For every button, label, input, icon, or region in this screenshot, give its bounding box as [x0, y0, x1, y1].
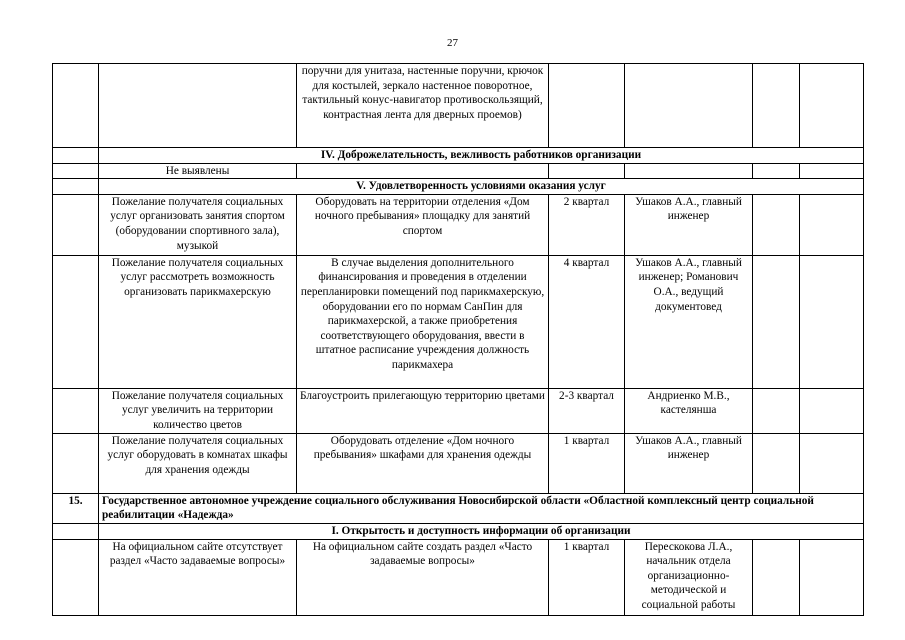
- date-cell: [800, 163, 864, 179]
- result-cell: [753, 255, 800, 388]
- result-cell: [753, 194, 800, 255]
- responsible-cell: Ушаков А.А., главный инженер: [625, 433, 753, 493]
- section-header-row: [53, 148, 864, 164]
- measure-cell: В случае выделения дополнительного финансирования и проведения в отделении перепланировки помещений под парикмахерскую, оборудовании его по нормам СанПин для парикмахерской, а также приобретения соответствующего оборудования, ввести в штатное расписание учреждения должность парикмахера: [297, 255, 549, 388]
- responsible-cell: Ушаков А.А., главный инженер; Романович О.А., ведущий документовед: [625, 255, 753, 388]
- number-cell: [53, 194, 99, 255]
- finding-cell: Пожелание получателя социальных услуг рассмотреть возможность организовать парикмахерскую: [99, 255, 297, 388]
- measure-cell: Оборудовать отделение «Дом ночного пребывания» шкафами для хранения одежды: [297, 433, 549, 493]
- responsible-cell: Перескокова Л.А., начальник отдела организационно-методической и социальной работы: [625, 539, 753, 615]
- finding-cell: Не выявлены: [99, 163, 297, 179]
- date-cell: [800, 388, 864, 433]
- section-title: V. Удовлетворенность условиями оказания услуг: [99, 179, 864, 195]
- deadline-cell: 2 квартал: [549, 194, 625, 255]
- number-cell: [53, 523, 99, 539]
- deadline-cell: 2-3 квартал: [549, 388, 625, 433]
- section-title: I. Открытость и доступность информации об организации: [99, 523, 864, 539]
- finding-cell: Пожелание получателя социальных услуг оборудовать в комнатах шкафы для хранения одежды: [99, 433, 297, 493]
- table-row: [53, 433, 864, 493]
- result-cell: [753, 388, 800, 433]
- date-cell: [800, 255, 864, 388]
- number-cell: [53, 388, 99, 433]
- finding-cell: [99, 64, 297, 148]
- date-cell: [800, 433, 864, 493]
- finding-cell: Пожелание получателя социальных услуг увеличить на территории количество цветов: [99, 388, 297, 433]
- date-cell: [800, 64, 864, 148]
- table-row: [53, 64, 864, 148]
- result-cell: [753, 64, 800, 148]
- table-row: [53, 255, 864, 388]
- table-row: [53, 194, 864, 255]
- section-header-row: [53, 179, 864, 195]
- finding-cell: На официальном сайте отсутствует раздел «Часто задаваемые вопросы»: [99, 539, 297, 615]
- number-cell: [53, 179, 99, 195]
- date-cell: [800, 539, 864, 615]
- date-cell: [800, 194, 864, 255]
- number-cell: [53, 255, 99, 388]
- measure-cell: Оборудовать на территории отделения «Дом ночного пребывания» площадку для занятий спортом: [297, 194, 549, 255]
- result-cell: [753, 539, 800, 615]
- number-cell: [53, 433, 99, 493]
- responsible-cell: [625, 64, 753, 148]
- measure-cell: поручни для унитаза, настенные поручни, крючок для костылей, зеркало настенное поворотное, тактильный конус-навигатор противоскользящий, контрастная лента для дверных проемов): [297, 64, 549, 148]
- organization-number: 15.: [53, 493, 99, 523]
- responsible-cell: Ушаков А.А., главный инженер: [625, 194, 753, 255]
- finding-cell: Пожелание получателя социальных услуг организовать занятия спортом (оборудовании спортивного зала), музыкой: [99, 194, 297, 255]
- section-header-row: [53, 523, 864, 539]
- improvement-plan-table: [52, 63, 864, 616]
- deadline-cell: [549, 64, 625, 148]
- deadline-cell: [549, 163, 625, 179]
- number-cell: [53, 163, 99, 179]
- measure-cell: На официальном сайте создать раздел «Часто задаваемые вопросы»: [297, 539, 549, 615]
- deadline-cell: 4 квартал: [549, 255, 625, 388]
- deadline-cell: 1 квартал: [549, 433, 625, 493]
- responsible-cell: Андриенко М.В., кастелянша: [625, 388, 753, 433]
- measure-cell: Благоустроить прилегающую территорию цветами: [297, 388, 549, 433]
- result-cell: [753, 163, 800, 179]
- number-cell: [53, 64, 99, 148]
- table-row: [53, 388, 864, 433]
- measure-cell: [297, 163, 549, 179]
- number-cell: [53, 539, 99, 615]
- deadline-cell: 1 квартал: [549, 539, 625, 615]
- section-title: IV. Доброжелательность, вежливость работников организации: [99, 148, 864, 164]
- number-cell: [53, 148, 99, 164]
- table-row: [53, 163, 864, 179]
- table-row: [53, 539, 864, 615]
- page-number: 27: [447, 37, 458, 49]
- organization-row: [53, 493, 864, 523]
- organization-name: Государственное автономное учреждение социального обслуживания Новосибирской области «Областной комплексный центр социальной реабилитации «Надежда»: [99, 493, 864, 523]
- responsible-cell: [625, 163, 753, 179]
- result-cell: [753, 433, 800, 493]
